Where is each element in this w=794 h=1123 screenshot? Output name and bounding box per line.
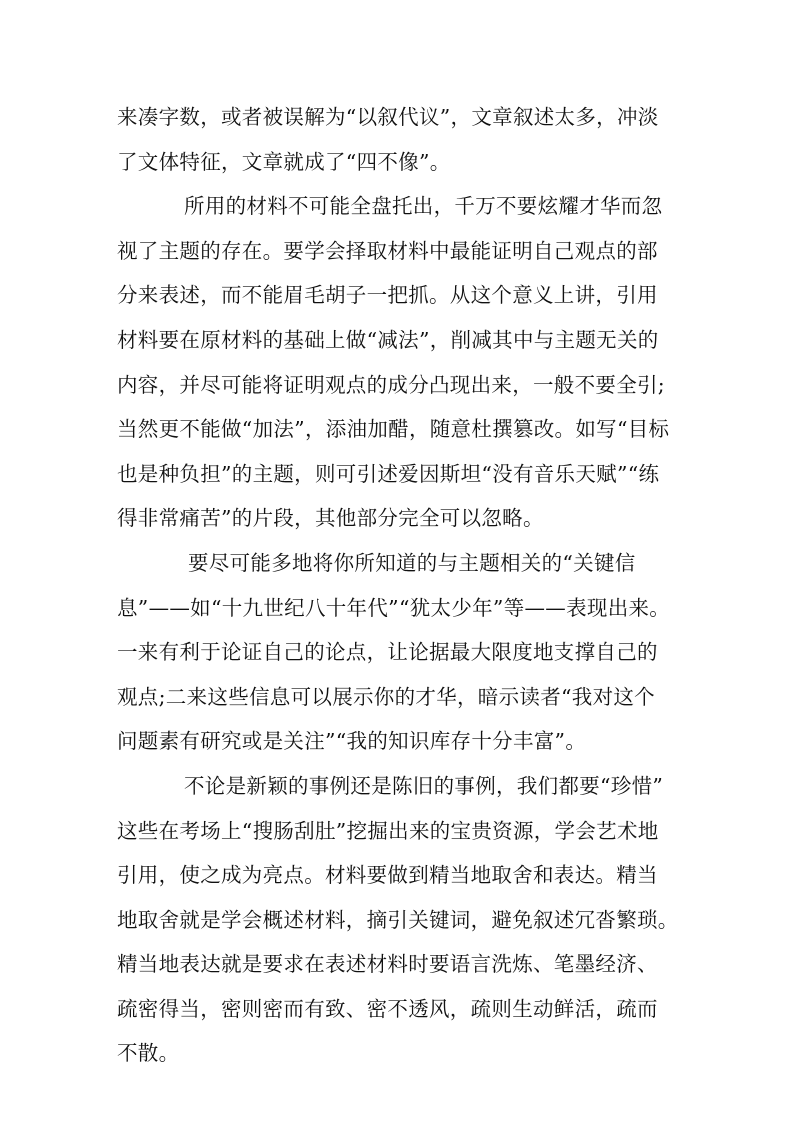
text-line: 当然更不能做“加法”，添油加醋，随意杜撰篡改。如写“目标: [117, 417, 670, 442]
text-line: 也是种负担”的主题，则可引述爱因斯坦“没有音乐天赋”“练: [117, 461, 660, 486]
text-line: 问题素有研究或是关注”“我的知识库存十分丰富”。: [117, 729, 587, 754]
paragraph-start-line: 要尽可能多地将你所知道的与主题相关的“关键信: [188, 550, 636, 575]
text-line: 观点;二来这些信息可以展示你的才华，暗示读者“我对这个: [117, 684, 655, 709]
text-line: 材料要在原材料的基础上做“减法”，削减其中与主题无关的: [117, 327, 659, 352]
text-line: 一来有利于论证自己的论点，让论据最大限度地支撑自己的: [117, 640, 658, 665]
text-line: 引用，使之成为亮点。材料要做到精当地取舍和表达。精当: [117, 863, 658, 888]
paragraph-start-line: 所用的材料不可能全盘托出，千万不要炫耀才华而忽: [184, 194, 663, 219]
text-line: 得非常痛苦”的片段，其他部分完全可以忽略。: [117, 506, 544, 531]
text-line: 了文体特征，文章就成了“四不像”。: [117, 149, 451, 174]
text-line: 分来表述，而不能眉毛胡子一把抓。从这个意义上讲，引用: [117, 283, 658, 308]
text-line: 视了主题的存在。要学会择取材料中最能证明自己观点的部: [117, 238, 658, 263]
text-line: 疏密得当，密则密而有致、密不透风，疏则生动鲜活，疏而: [117, 996, 658, 1021]
text-line: 息”——如“十九世纪八十年代”“犹太少年”等——表现出来。: [117, 595, 671, 620]
paragraph-start-line: 不论是新颖的事例还是陈旧的事例，我们都要“珍惜”: [184, 773, 664, 798]
text-line: 地取舍就是学会概述材料，摘引关键词，避免叙述冗沓繁琐。: [117, 907, 679, 932]
text-line: 来凑字数，或者被误解为“以叙代议”，文章叙述太多，冲淡: [117, 105, 659, 129]
text-line: 这些在考场上“搜肠刮肚”挖掘出来的宝贵资源，学会艺术地: [117, 818, 659, 843]
text-line: 精当地表达就是要求在表述材料时要语言洗炼、笔墨经济、: [117, 952, 658, 977]
text-line: 内容，并尽可能将证明观点的成分凸现出来，一般不要全引;: [117, 372, 666, 397]
text-line: 不散。: [117, 1041, 180, 1066]
document-body: [117, 95, 677, 1076]
